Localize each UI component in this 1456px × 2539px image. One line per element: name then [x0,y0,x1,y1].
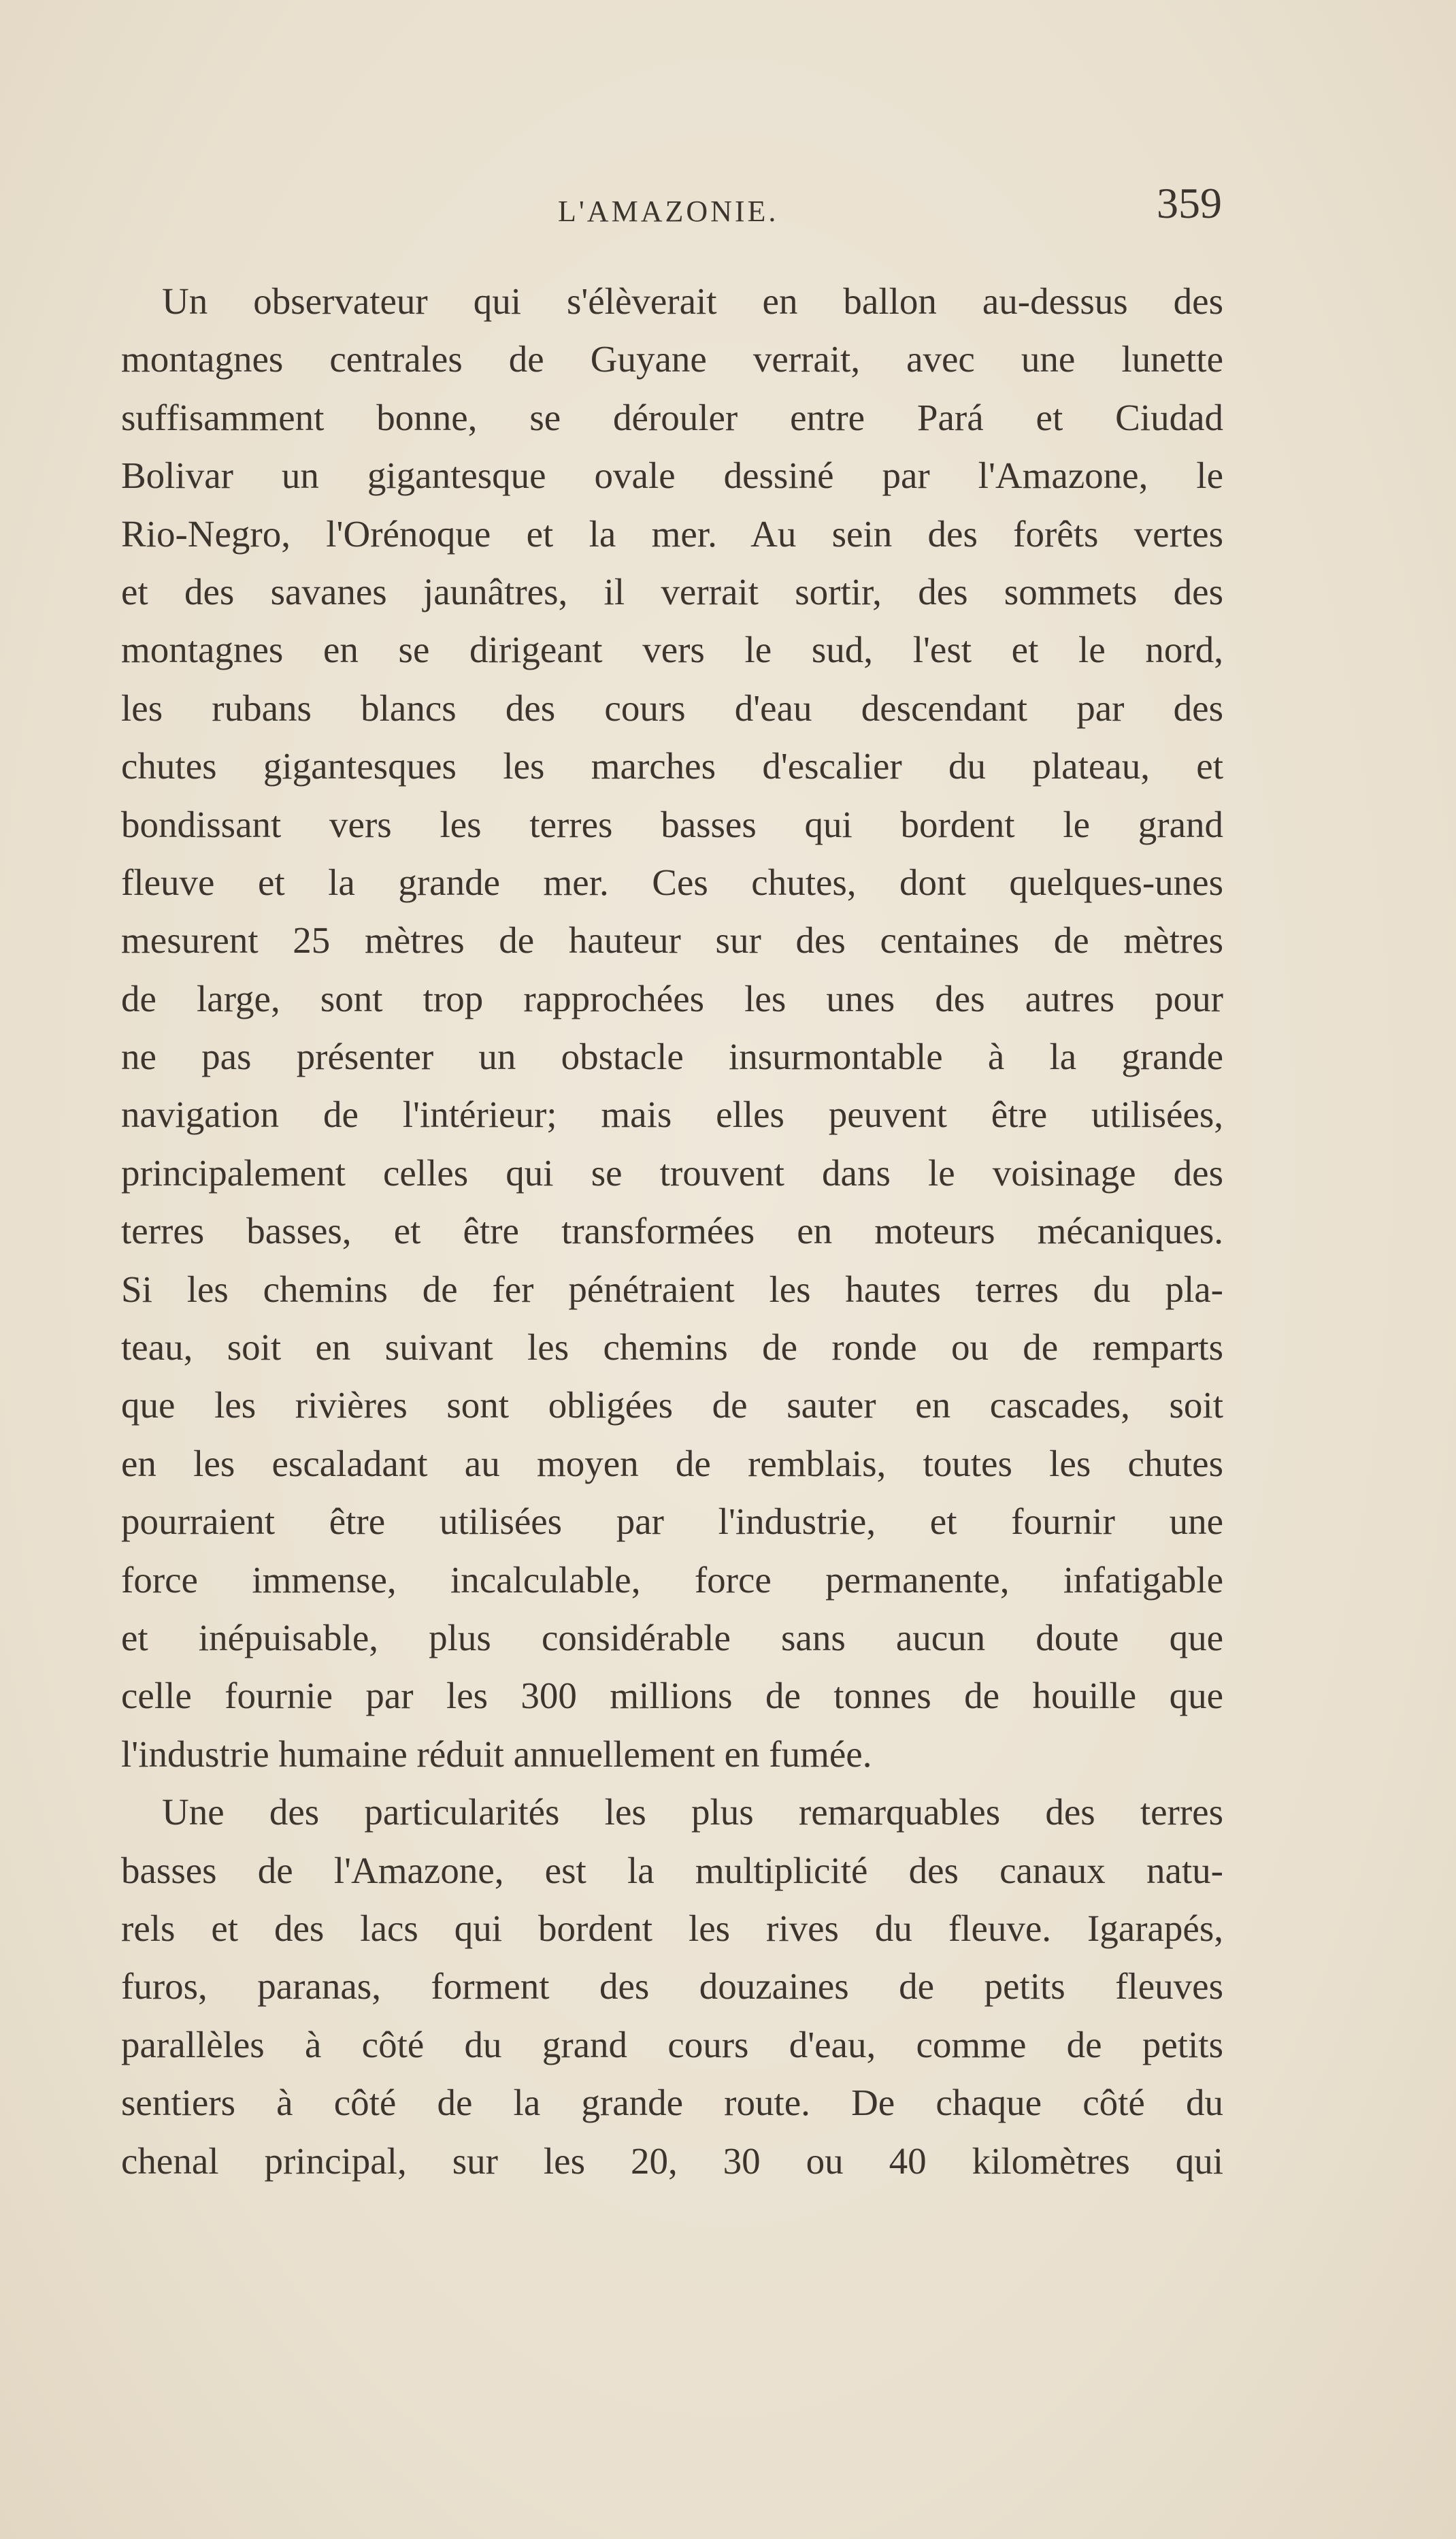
text-line: Si les chemins de fer pénétraient les hautes terres du pla- [121,1268,1223,1310]
text-line: sentiers à côté de la grande route. De chaque côté du [121,2082,1223,2124]
text-line: Une des particularités les plus remarquables des terres [162,1791,1223,1833]
text-line: pourraient être utilisées par l'industrie, et fournir une [121,1501,1223,1543]
text-line: de large, sont trop rapprochées les unes des autres pour [121,977,1223,1019]
text-line: navigation de l'intérieur; mais elles peuvent être utilisées, [121,1094,1223,1136]
text-line: Un observateur qui s'élèverait en ballon au-dessus des [162,280,1223,322]
text-line: chutes gigantesques les marches d'escalier du plateau, et [121,745,1223,787]
text-line: l'industrie humaine réduit annuellement en fumée. [121,1733,872,1775]
running-title: L'AMAZONIE. [558,195,779,228]
text-line: force immense, incalculable, force permanente, infatigable [121,1558,1223,1601]
text-line: Bolivar un gigantesque ovale dessiné par l'Amazone, le [121,455,1223,497]
text-line: furos, paranas, forment des douzaines de petits fleuves [121,1965,1223,2008]
text-line: ne pas présenter un obstacle insurmontable à la grande [121,1036,1223,1078]
text-line: montagnes en se dirigeant vers le sud, l'est et le nord, [121,629,1223,671]
text-line: et inépuisable, plus considérable sans aucun doute que [121,1616,1223,1658]
text-line: principalement celles qui se trouvent dans le voisinage des [121,1151,1223,1194]
text-line: celle fournie par les 300 millions de tonnes de houille que [121,1675,1223,1717]
text-line: chenal principal, sur les 20, 30 ou 40 kilomètres qui [121,2140,1223,2182]
text-line: basses de l'Amazone, est la multiplicité des canaux natu- [121,1849,1223,1891]
text-line: bondissant vers les terres basses qui bordent le grand [121,803,1223,845]
text-line: et des savanes jaunâtres, il verrait sortir, des sommets des [121,570,1223,612]
text-line: en les escaladant au moyen de remblais, toutes les chutes [121,1442,1223,1484]
text-line: mesurent 25 mètres de hauteur sur des centaines de mètres [121,919,1223,962]
text-line: rels et des lacs qui bordent les rives du fleuve. Igarapés, [121,1907,1223,1949]
text-line: montagnes centrales de Guyane verrait, avec une lunette [121,338,1223,380]
text-line: terres basses, et être transformées en moteurs mécaniques. [121,1210,1223,1252]
text-line: teau, soit en suivant les chemins de ronde ou de remparts [121,1326,1223,1369]
text-line: Rio-Negro, l'Orénoque et la mer. Au sein des forêts vertes [121,512,1223,555]
page-number: 359 [1157,179,1222,227]
text-line: parallèles à côté du grand cours d'eau, comme de petits [121,2023,1223,2065]
text-line: que les rivières sont obligées de sauter en cascades, soit [121,1384,1223,1426]
text-line: fleuve et la grande mer. Ces chutes, dont quelques-unes [121,861,1223,903]
text-line: les rubans blancs des cours d'eau descendant par des [121,687,1223,729]
body-text [121,272,1223,2190]
text-line: suffisamment bonne, se dérouler entre Pará et Ciudad [121,396,1223,438]
